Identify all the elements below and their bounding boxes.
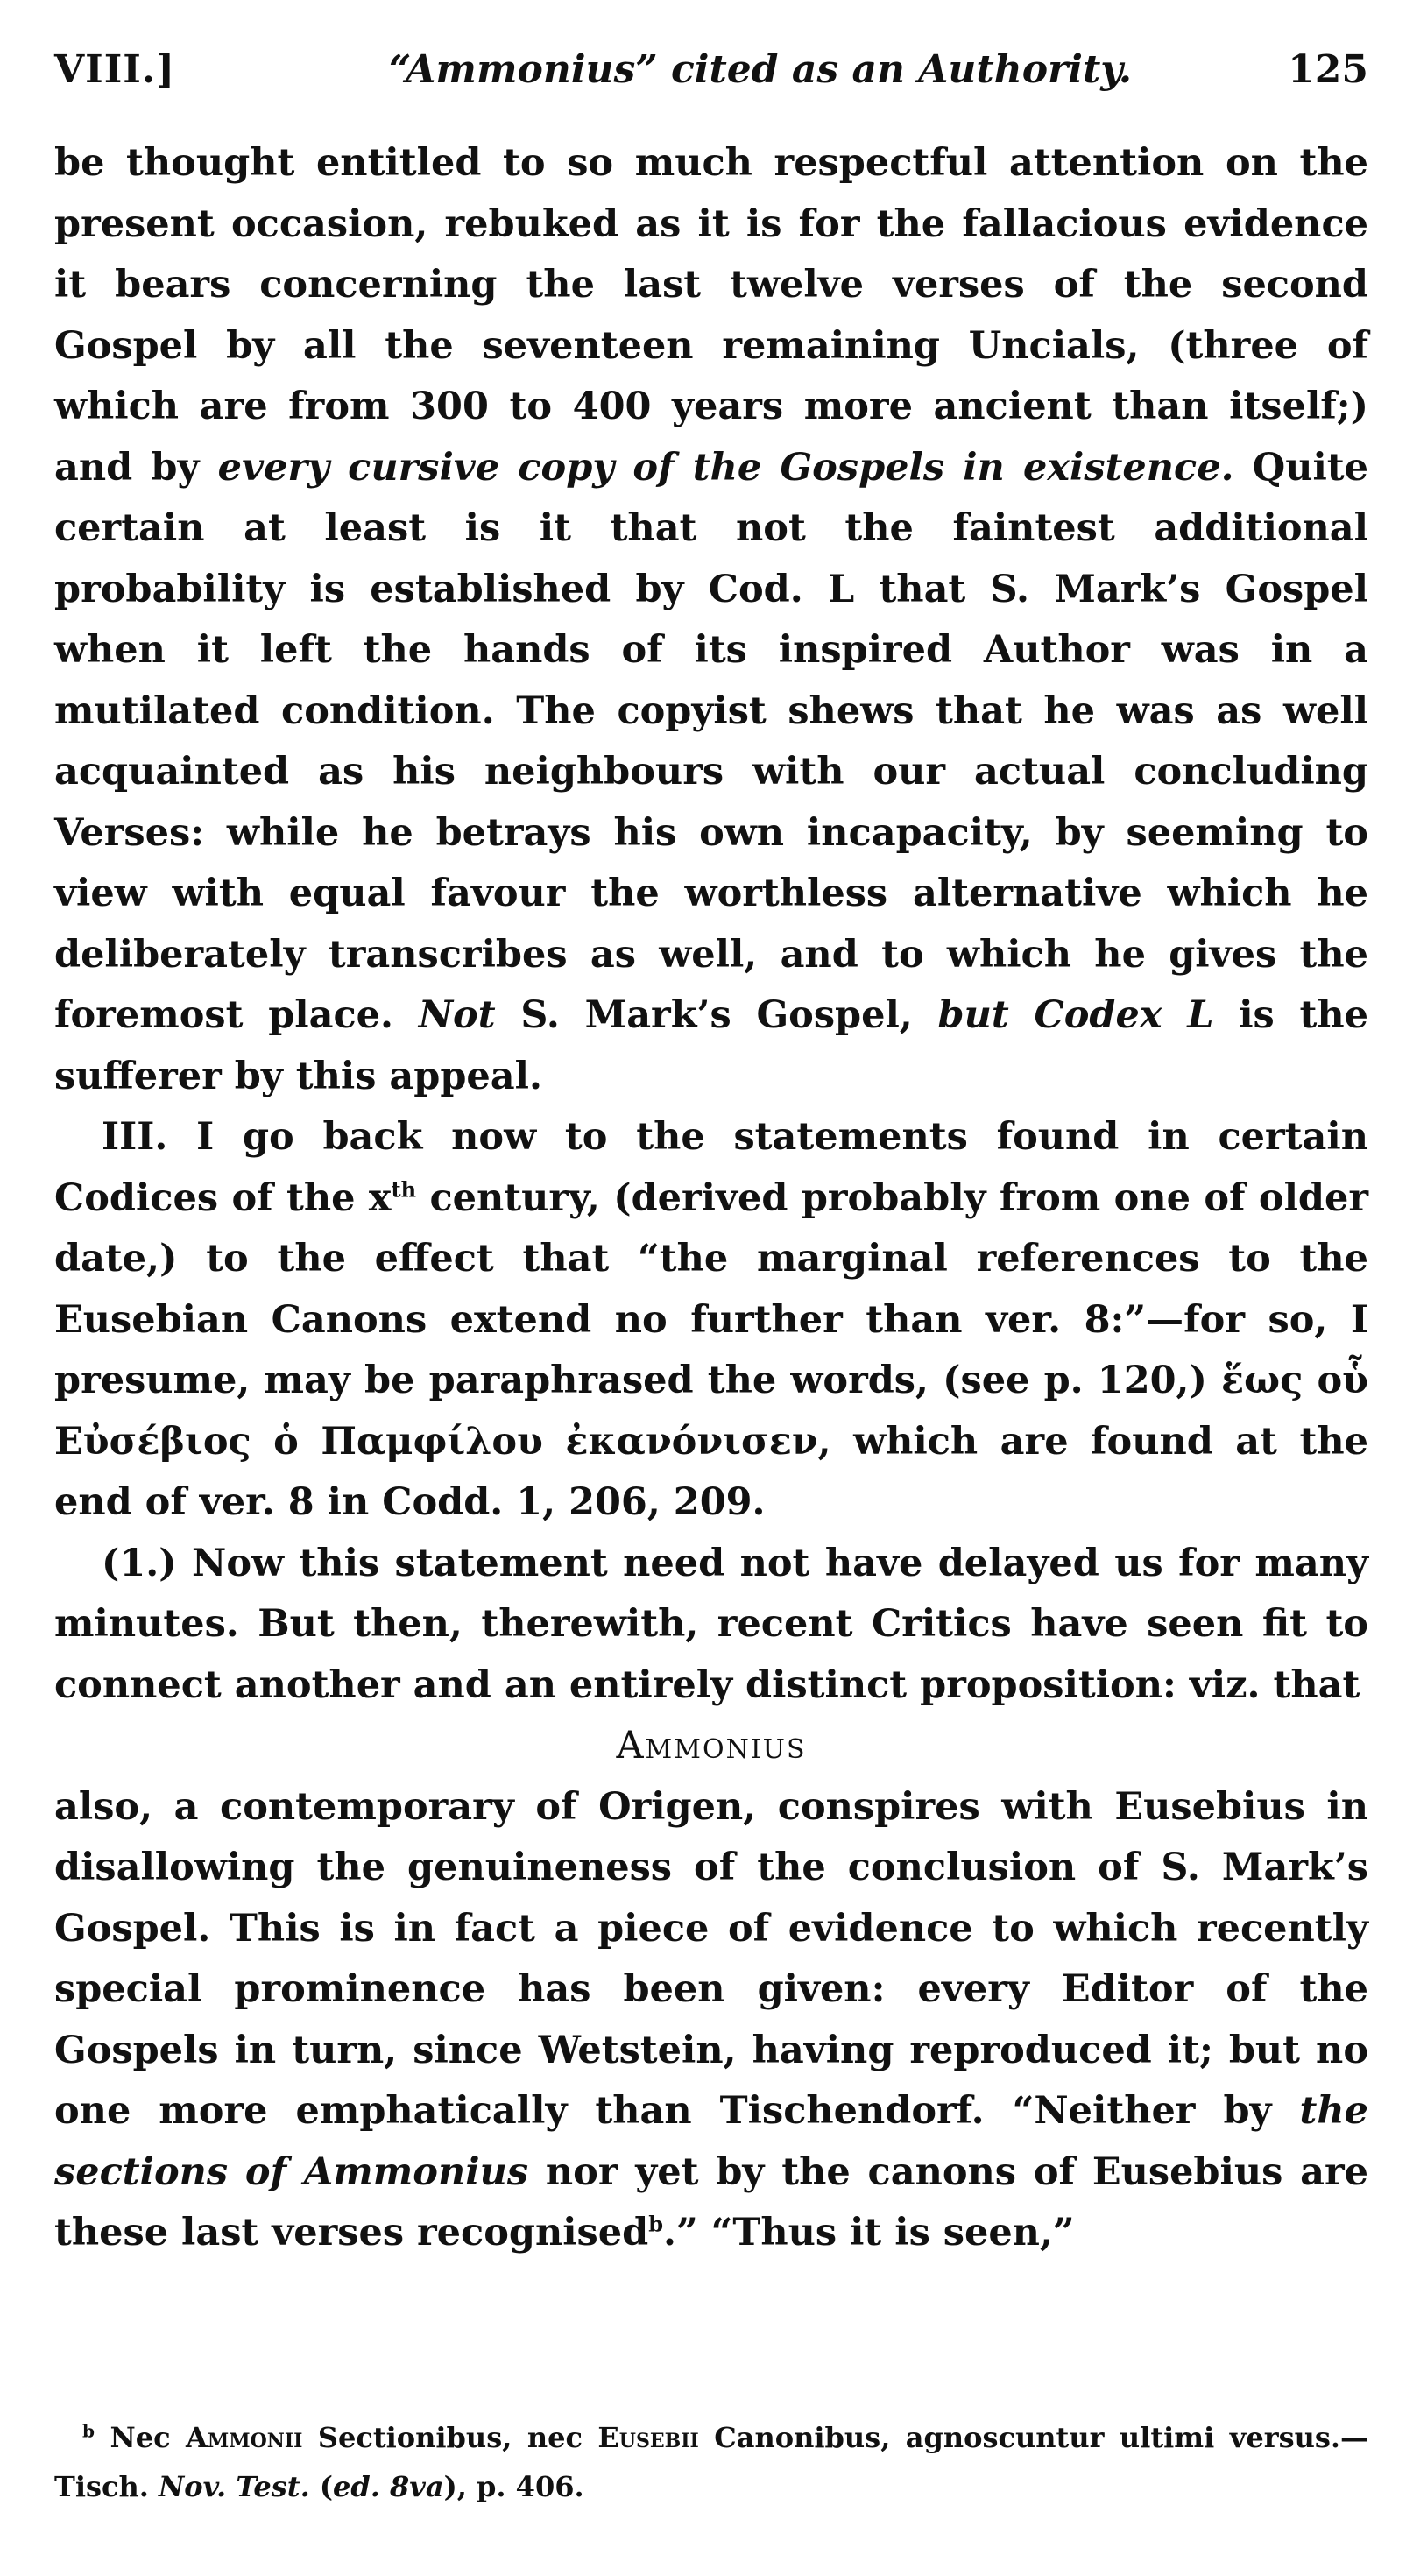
paragraph-2-text-end: which are found at the end of ver. 8 in Codd. 1, 206, 209.	[54, 1419, 1368, 1524]
section-heading-ammonius: Ammonius	[616, 1724, 807, 1768]
paragraph-4-text-end: .” “Thus it is seen,”	[662, 2211, 1075, 2255]
paragraph-1	[54, 133, 1368, 1107]
body-text	[54, 133, 1368, 2264]
paragraph-2-text: III. I go back now to the statements found in certain Codices of the x	[54, 1115, 1368, 1220]
paragraph-3: (1.) Now this statement need not have delayed us for many minutes. But then, therewith, recent Critics have seen fit to connect another and an entirely distinct proposition: viz. that	[54, 1541, 1368, 1707]
paragraph-2	[54, 1107, 1368, 1534]
footnote-text-cont2: Canonibus, agnoscuntur ultimi versus.—Tisch.	[54, 2421, 1369, 2503]
paragraph-4-text: also, a contemporary of Origen, conspires with Eusebius in disallowing the genuineness of the conclusion of S. Mark’s Gospel. This is in fact a piece of evidence to which recently special prominence has been given: every Editor of the Gospels in turn, since Wetstein, having reproduced it; but no one more emphatically than Tischendorf. “Neither by	[54, 1784, 1368, 2133]
superscript-th: th	[391, 1176, 417, 1203]
emphasis-cursive-copies: every cursive copy of the Gospels in existence.	[217, 445, 1234, 490]
emphasis-codex-l: but Codex L	[937, 993, 1214, 1037]
running-header	[54, 42, 1368, 112]
footnote-marker: b	[82, 2420, 95, 2442]
paragraph-2-text-cont: century, (derived probably from one of older date,) to the effect that “the marginal references to the Eusebian Canons extend no further than ver. 8:”—for so, I presume, may be paraphrased the words, (see p. 120,)	[54, 1175, 1368, 1402]
emphasis-not: Not	[418, 993, 496, 1037]
footnote-text-cont3: (	[309, 2470, 333, 2503]
page-number: 125	[1288, 47, 1368, 92]
footnote-text-end: ), p. 406.	[443, 2470, 584, 2503]
paragraph-1-text: be thought entitled to so much respectful attention on the present occasion, rebuked as it is for the fallacious evidence it bears concerning the last twelve verses of the second Gospel by all the seventeen remaining Uncials, (three of which are from 300 to 400 years more ancient than itself;) and by	[54, 141, 1368, 490]
footnote-nov-test: Nov. Test.	[159, 2470, 310, 2503]
footnote-eusebii: Eusebii	[597, 2421, 699, 2454]
footnote-edition: ed. 8va	[332, 2470, 444, 2503]
paragraph-4-text-cont: nor yet by the canons of Eusebius are these last verses recognised	[54, 2149, 1369, 2255]
paragraph-1-text-end: is the sufferer by this appeal.	[54, 993, 1368, 1098]
paragraph-1-text-cont: Quite certain at least is it that not the faintest additional probability is established by Cod. L that S. Mark’s Gospel when it left the hands of its inspired Author was in a mutilated condition. The copyist shews that he was as well acquainted as his neighbours with our actual concluding Verses: while he betrays his own incapacity, by seeming to view with equal favour the worthless alternative which he deliberately transcribes as well, and to which he gives the foremost place.	[54, 445, 1369, 1037]
footnote-text: Nec	[94, 2421, 187, 2454]
running-title: “Ammonius” cited as an Authority.	[389, 47, 1133, 92]
paragraph-1-text-cont2: S. Mark’s Gospel,	[495, 993, 938, 1037]
chapter-number: VIII.]	[54, 47, 176, 92]
footnote-b	[54, 2413, 1368, 2511]
emphasis-sections-ammonius: the sections of Ammonius	[54, 2089, 1368, 2194]
footnote-reference-b[interactable]: b	[648, 2211, 663, 2237]
footnote-text-cont: Sectionibus, nec	[302, 2421, 598, 2454]
footnote	[54, 2413, 1368, 2511]
footnote-ammonii: Ammonii	[186, 2421, 303, 2454]
greek-quotation: ἕως οὗ Εὐσέβιος ὁ Παμφίλου ἐκανόνισεν,	[54, 1359, 1368, 1464]
paragraph-4	[54, 1777, 1368, 2264]
